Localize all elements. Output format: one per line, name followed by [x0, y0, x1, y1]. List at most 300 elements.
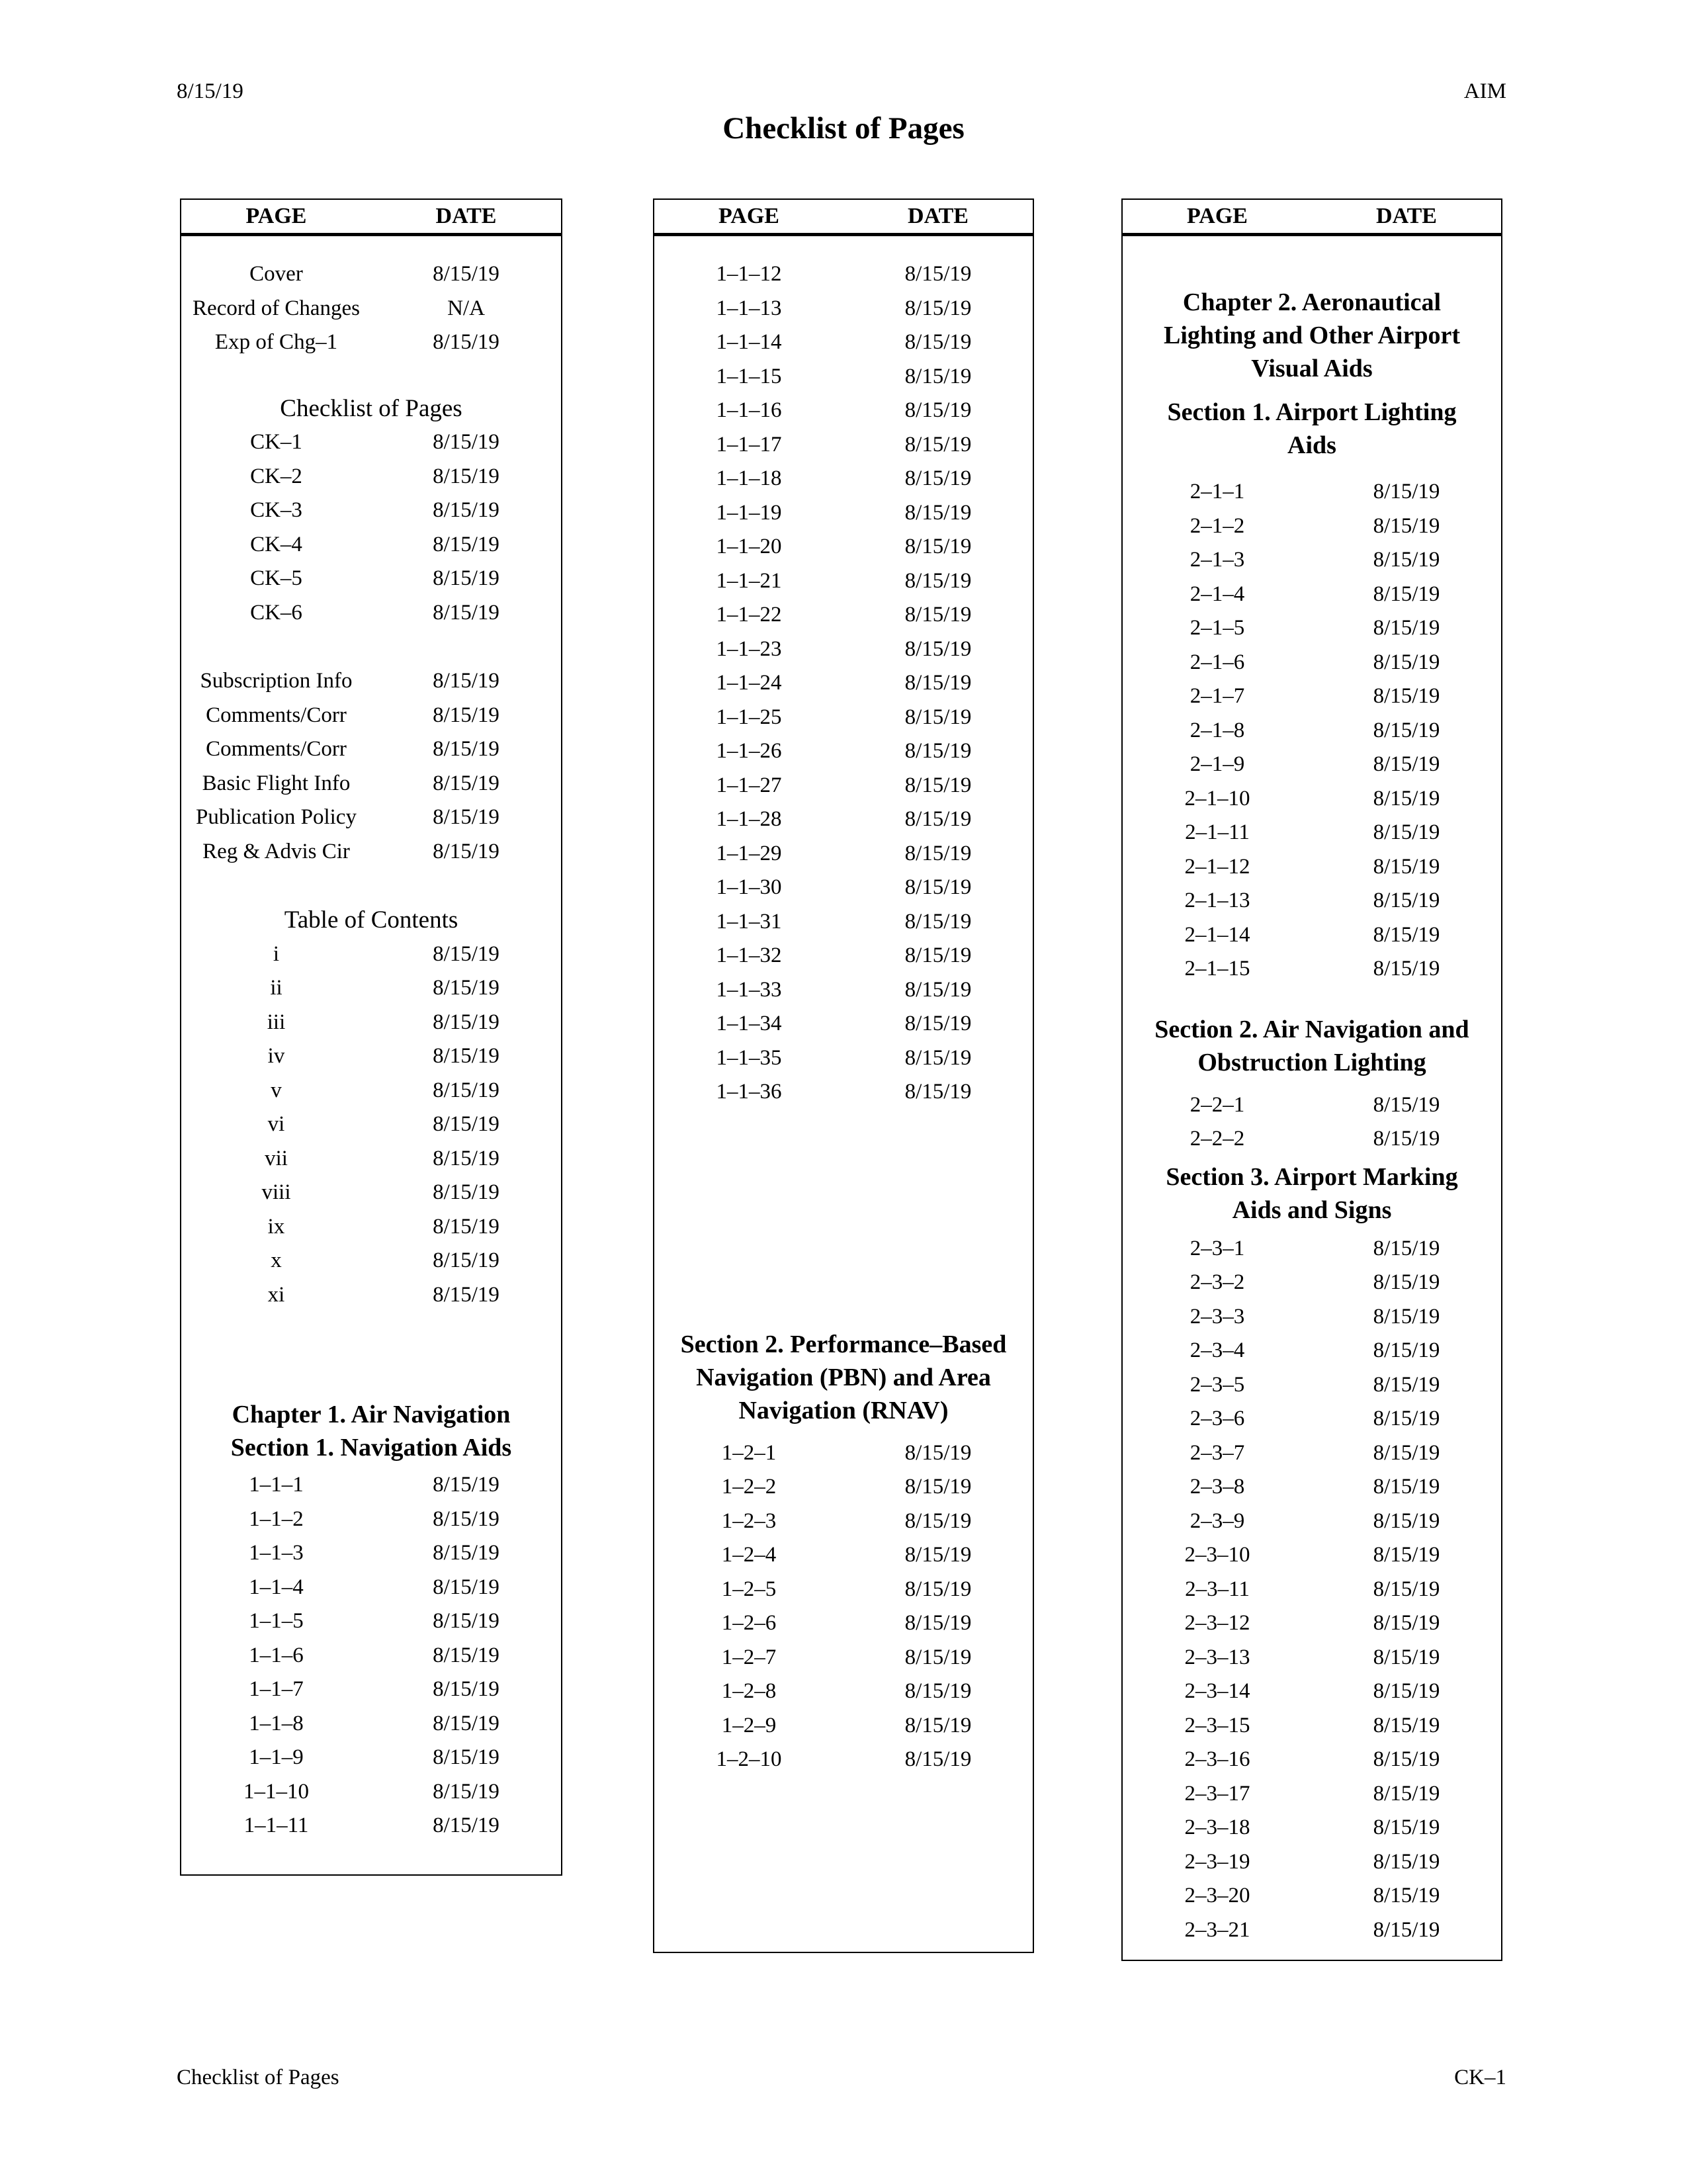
- checklist-row: [654, 1007, 1033, 1041]
- checklist-row: [181, 732, 561, 767]
- date-cell: 8/15/19: [1373, 1304, 1440, 1329]
- page-cell: 2–3–18: [1184, 1815, 1250, 1840]
- checklist-row: [1123, 918, 1501, 953]
- section-heading-line: Obstruction Lighting: [1197, 1048, 1426, 1076]
- date-cell: 8/15/19: [433, 1282, 499, 1307]
- checklist-row: [181, 1741, 561, 1775]
- page-cell: 1–2–5: [721, 1577, 777, 1601]
- checklist-row: [654, 496, 1033, 531]
- checklist-row: [181, 835, 561, 869]
- date-cell: 8/15/19: [1373, 1092, 1440, 1117]
- page-cell: 1–1–4: [249, 1575, 304, 1599]
- date-cell: 8/15/19: [433, 532, 499, 556]
- page-cell: i: [273, 941, 280, 966]
- page-cell: 1–1–7: [249, 1677, 304, 1702]
- page-footer: [177, 2064, 1506, 2091]
- date-cell: 8/15/19: [904, 296, 972, 320]
- page-cell: 2–2–1: [1190, 1092, 1245, 1117]
- checklist-row: [181, 767, 561, 801]
- page-cell: 2–1–5: [1190, 616, 1245, 640]
- checklist-row: [654, 326, 1033, 360]
- spacer: [654, 1110, 1033, 1328]
- checklist-row: [1123, 1505, 1501, 1539]
- checklist-row: [181, 1707, 561, 1741]
- checklist-row: [1123, 1232, 1501, 1266]
- checklist-row: [181, 460, 561, 494]
- page-cell: 1–2–8: [721, 1679, 777, 1704]
- checklist-row: [181, 1244, 561, 1278]
- page-cell: 1–1–29: [716, 841, 782, 865]
- date-cell: 8/15/19: [904, 1080, 972, 1104]
- page-cell: v: [271, 1078, 282, 1102]
- spacer: [181, 630, 561, 664]
- checklist-row: [654, 666, 1033, 701]
- date-cell: 8/15/19: [1373, 1372, 1440, 1397]
- checklist-row: [654, 973, 1033, 1008]
- date-cell: 8/15/19: [1373, 582, 1440, 606]
- date-cell: 8/15/19: [904, 841, 972, 865]
- section-heading-line: Lighting and Other Airport: [1164, 322, 1460, 349]
- section-heading-line: Chapter 1. Air Navigation: [232, 1401, 511, 1428]
- page-cell: ix: [267, 1214, 285, 1239]
- checklist-row: [181, 1210, 561, 1245]
- page-cell: 2–1–13: [1184, 889, 1250, 913]
- section-heading-line: Chapter 2. Aeronautical: [1182, 288, 1442, 316]
- checklist-row: [181, 1039, 561, 1074]
- date-cell: 8/15/19: [433, 703, 499, 727]
- section-heading-line: Navigation (RNAV): [738, 1396, 949, 1424]
- date-cell: 8/15/19: [1373, 786, 1440, 810]
- page-cell: 2–3–15: [1184, 1713, 1250, 1737]
- checklist-row: [1123, 1470, 1501, 1505]
- date-cell: 8/15/19: [904, 705, 972, 729]
- date-cell: 8/15/19: [1373, 1127, 1440, 1151]
- date-cell: 8/15/19: [433, 1180, 499, 1205]
- page-cell: 2–3–17: [1184, 1781, 1250, 1806]
- checklist-row: [654, 1709, 1033, 1743]
- checklist-row: [1123, 679, 1501, 714]
- date-cell: 8/15/19: [1373, 1884, 1440, 1908]
- date-cell: 8/15/19: [904, 909, 972, 934]
- page-cell: 1–1–18: [716, 466, 782, 491]
- checklist-row: [181, 1536, 561, 1571]
- page-cell: 1–1–22: [716, 603, 782, 627]
- checklist-row: [1123, 782, 1501, 816]
- checklist-row: [654, 633, 1033, 667]
- page-cell: 2–1–15: [1184, 957, 1250, 981]
- date-cell: 8/15/19: [1373, 752, 1440, 777]
- checklist-row: [654, 803, 1033, 837]
- section-heading: [181, 1398, 561, 1431]
- date-cell: 8/15/19: [433, 1575, 499, 1599]
- page-cell: iv: [267, 1044, 285, 1069]
- checklist-row: [654, 1606, 1033, 1641]
- page-cell: viii: [261, 1180, 291, 1205]
- checklist-row: [181, 971, 561, 1006]
- section-heading-line: Section 1. Navigation Aids: [230, 1434, 512, 1462]
- checklist-row: [1123, 1675, 1501, 1709]
- page-cell: 1–2–1: [721, 1440, 777, 1465]
- date-cell: 8/15/19: [904, 364, 972, 388]
- checklist-row: [1123, 1436, 1501, 1471]
- checklist-row: [1123, 475, 1501, 509]
- checklist-row: [181, 1673, 561, 1707]
- date-cell: 8/15/19: [433, 566, 499, 591]
- checklist-row: [1123, 1913, 1501, 1948]
- page-cell: 1–1–21: [716, 568, 782, 593]
- page-column-header: PAGE: [1187, 204, 1248, 228]
- checklist-row: [654, 530, 1033, 564]
- checklist-row: [1123, 1368, 1501, 1403]
- checklist-row: [1123, 1300, 1501, 1334]
- page-cell: 1–2–3: [721, 1508, 777, 1533]
- page-cell: Comments/Corr: [206, 703, 347, 727]
- section-heading: [1123, 286, 1501, 385]
- date-cell: 8/15/19: [433, 1507, 499, 1531]
- date-cell: 8/15/19: [904, 1645, 972, 1669]
- page-cell: 1–1–20: [716, 535, 782, 559]
- date-cell: 8/15/19: [433, 262, 499, 286]
- page-cell: 1–2–4: [721, 1543, 777, 1567]
- section-heading: [654, 1328, 1033, 1427]
- date-cell: 8/15/19: [433, 737, 499, 762]
- table-header: [654, 200, 1033, 233]
- date-cell: 8/15/19: [433, 1643, 499, 1667]
- checklist-row: [1123, 1606, 1501, 1641]
- page-cell: 2–3–1: [1190, 1236, 1245, 1260]
- page-cell: 1–1–34: [716, 1012, 782, 1036]
- checklist-row: [654, 1505, 1033, 1539]
- page-cell: vii: [265, 1146, 288, 1170]
- checklist-row: [1123, 952, 1501, 986]
- date-cell: 8/15/19: [904, 875, 972, 900]
- page-cell: 2–2–2: [1190, 1127, 1245, 1151]
- date-cell: 8/15/19: [1373, 854, 1440, 879]
- checklist-row: [1123, 850, 1501, 885]
- date-cell: 8/15/19: [433, 805, 499, 830]
- page-cell: 1–1–13: [716, 296, 782, 320]
- page-cell: Reg & Advis Cir: [202, 839, 350, 863]
- date-cell: 8/15/19: [904, 1475, 972, 1499]
- checklist-row: [181, 1074, 561, 1108]
- date-cell: 8/15/19: [904, 1543, 972, 1567]
- page-cell: 1–1–31: [716, 909, 782, 934]
- checklist-row: [1123, 1538, 1501, 1573]
- checklist-row: [654, 1075, 1033, 1110]
- date-cell: 8/15/19: [904, 943, 972, 968]
- page-cell: 2–1–11: [1185, 820, 1250, 845]
- page-cell: ii: [270, 976, 282, 1000]
- page-cell: 2–3–20: [1184, 1884, 1250, 1908]
- date-cell: 8/15/19: [904, 1713, 972, 1737]
- date-cell: 8/15/19: [1373, 718, 1440, 742]
- page-cell: 2–1–2: [1190, 513, 1245, 538]
- checklist-row: [654, 257, 1033, 292]
- checklist-row: [181, 1639, 561, 1673]
- checklist-row: [1123, 509, 1501, 544]
- checklist-column-1: [180, 198, 562, 1876]
- page-cell: 1–1–23: [716, 636, 782, 661]
- checklist-row: [181, 1503, 561, 1537]
- checklist-row: [1123, 1334, 1501, 1368]
- spacer: [1123, 385, 1501, 396]
- date-cell: 8/15/19: [1373, 1508, 1440, 1533]
- page-cell: 2–1–3: [1190, 548, 1245, 572]
- date-cell: 8/15/19: [433, 1711, 499, 1735]
- checklist-row: [181, 494, 561, 528]
- checklist-row: [1123, 1088, 1501, 1123]
- section-heading-line: Visual Aids: [1251, 355, 1373, 382]
- date-column-header: DATE: [435, 204, 497, 228]
- date-cell: N/A: [447, 296, 485, 320]
- date-cell: 8/15/19: [433, 1248, 499, 1273]
- spacer: [181, 236, 561, 257]
- checklist-row: [181, 257, 561, 292]
- checklist-row: [181, 664, 561, 699]
- checklist-row: [181, 562, 561, 596]
- page-cell: 2–3–7: [1190, 1440, 1245, 1465]
- checklist-row: [1123, 1402, 1501, 1436]
- checklist-row: [1123, 1573, 1501, 1607]
- checklist-row: [654, 1573, 1033, 1607]
- checklist-row: [654, 360, 1033, 394]
- checklist-row: [654, 1041, 1033, 1076]
- page-cell: 2–3–4: [1190, 1338, 1245, 1363]
- page-cell: 1–1–16: [716, 398, 782, 423]
- table-header: [1123, 200, 1501, 233]
- page-cell: 1–1–17: [716, 432, 782, 457]
- spacer: [1123, 1079, 1501, 1088]
- checklist-row: [181, 938, 561, 972]
- date-cell: 8/15/19: [1373, 650, 1440, 674]
- date-cell: 8/15/19: [1373, 1849, 1440, 1874]
- date-cell: 8/15/19: [433, 1541, 499, 1565]
- date-cell: 8/15/19: [904, 1508, 972, 1533]
- date-cell: 8/15/19: [904, 773, 972, 797]
- date-cell: 8/15/19: [433, 498, 499, 523]
- date-cell: 8/15/19: [1373, 480, 1440, 504]
- checklist-row: [181, 699, 561, 733]
- page-cell: 1–1–25: [716, 705, 782, 729]
- page-cell: 2–3–21: [1184, 1917, 1250, 1942]
- checklist-row: [181, 1809, 561, 1843]
- page-cell: 1–1–27: [716, 773, 782, 797]
- page-cell: vi: [267, 1112, 285, 1137]
- checklist-row: [181, 1142, 561, 1176]
- checklist-row: [1123, 1709, 1501, 1743]
- section-heading: [1123, 1013, 1501, 1079]
- page-cell: 2–3–13: [1184, 1645, 1250, 1669]
- spacer: [181, 1312, 561, 1398]
- checklist-row: [654, 292, 1033, 326]
- page-cell: 1–1–5: [249, 1609, 304, 1634]
- page-cell: CK–3: [250, 498, 302, 523]
- checklist-row: [181, 801, 561, 835]
- page-cell: 1–1–6: [249, 1643, 304, 1667]
- checklist-row: [654, 701, 1033, 735]
- page-cell: 1–2–6: [721, 1611, 777, 1636]
- page-cell: 2–1–9: [1190, 752, 1245, 777]
- page-cell: 1–2–9: [721, 1713, 777, 1737]
- date-cell: 8/15/19: [904, 1440, 972, 1465]
- page-cell: 1–1–32: [716, 943, 782, 968]
- date-cell: 8/15/19: [904, 739, 972, 764]
- checklist-row: [1123, 543, 1501, 578]
- page-cell: Exp of Chg–1: [214, 330, 338, 355]
- date-cell: 8/15/19: [433, 1609, 499, 1634]
- checklist-row: [654, 769, 1033, 803]
- page-cell: 1–1–12: [716, 262, 782, 286]
- spacer: [181, 869, 561, 903]
- date-cell: 8/15/19: [433, 1677, 499, 1702]
- column-content-2: [654, 236, 1033, 1777]
- page-cell: Subscription Info: [200, 669, 353, 693]
- checklist-row: [654, 394, 1033, 428]
- group-subheading: Checklist of Pages: [280, 394, 462, 422]
- section-heading: [181, 1431, 561, 1464]
- page-cell: 1–1–30: [716, 875, 782, 900]
- page-cell: 1–1–14: [716, 330, 782, 355]
- date-cell: 8/15/19: [1373, 1475, 1440, 1499]
- date-cell: 8/15/19: [433, 1078, 499, 1102]
- date-cell: 8/15/19: [1373, 922, 1440, 947]
- date-cell: 8/15/19: [1373, 1917, 1440, 1942]
- date-cell: 8/15/19: [433, 464, 499, 488]
- page-cell: 1–2–10: [716, 1747, 782, 1772]
- checklist-row: [181, 1604, 561, 1639]
- checklist-row: [1123, 578, 1501, 612]
- footer-page-number: CK–1: [1454, 2066, 1506, 2089]
- page-cell: 2–3–10: [1184, 1543, 1250, 1567]
- checklist-row: [181, 1006, 561, 1040]
- checklist-row: [181, 425, 561, 460]
- page-cell: x: [271, 1248, 282, 1273]
- checklist-row: [654, 598, 1033, 633]
- page-cell: 1–1–1: [249, 1473, 304, 1497]
- page-cell: 2–1–14: [1184, 922, 1250, 947]
- checklist-row: [654, 939, 1033, 973]
- date-cell: 8/15/19: [433, 1044, 499, 1069]
- checklist-row: [1123, 884, 1501, 918]
- page-cell: Basic Flight Info: [202, 771, 351, 795]
- column-content-1: [181, 236, 561, 1843]
- section-heading-line: Aids and Signs: [1232, 1196, 1392, 1224]
- date-cell: 8/15/19: [1373, 1236, 1440, 1260]
- date-cell: 8/15/19: [1373, 1679, 1440, 1704]
- date-cell: 8/15/19: [904, 500, 972, 525]
- page-cell: Cover: [249, 262, 303, 286]
- date-cell: 8/15/19: [1373, 1815, 1440, 1840]
- page-cell: 2–3–6: [1190, 1407, 1245, 1431]
- checklist-row: [1123, 1777, 1501, 1812]
- checklist-row: [181, 596, 561, 631]
- page-cell: 2–1–10: [1184, 786, 1250, 810]
- date-cell: 8/15/19: [1373, 1713, 1440, 1737]
- date-cell: 8/15/19: [1373, 820, 1440, 845]
- checklist-row: [654, 564, 1033, 599]
- date-cell: 8/15/19: [904, 1611, 972, 1636]
- checklist-row: [1123, 1266, 1501, 1300]
- page-cell: 1–1–10: [243, 1779, 309, 1804]
- spacer: [181, 360, 561, 392]
- page-cell: 2–3–16: [1184, 1747, 1250, 1772]
- page-cell: CK–5: [250, 566, 302, 591]
- date-cell: 8/15/19: [1373, 1440, 1440, 1465]
- date-cell: 8/15/19: [433, 941, 499, 966]
- page-cell: 1–1–33: [716, 977, 782, 1002]
- date-cell: 8/15/19: [904, 262, 972, 286]
- date-cell: 8/15/19: [1373, 1645, 1440, 1669]
- page-cell: 1–2–7: [721, 1645, 777, 1669]
- section-heading-line: Aids: [1287, 431, 1336, 459]
- checklist-row: [1123, 1879, 1501, 1913]
- date-cell: 8/15/19: [904, 1012, 972, 1036]
- date-cell: 8/15/19: [433, 1813, 499, 1838]
- date-cell: 8/15/19: [433, 600, 499, 625]
- page-cell: 1–1–15: [716, 364, 782, 388]
- section-heading-line: Section 3. Airport Marking: [1166, 1162, 1458, 1191]
- page-cell: Record of Changes: [193, 296, 360, 320]
- checklist-row: [181, 528, 561, 562]
- page-cell: 1–1–9: [249, 1745, 304, 1770]
- date-cell: 8/15/19: [433, 976, 499, 1000]
- page-cell: Comments/Corr: [206, 737, 347, 762]
- page-cell: 2–3–2: [1190, 1270, 1245, 1295]
- date-cell: 8/15/19: [433, 1473, 499, 1497]
- date-cell: 8/15/19: [433, 1112, 499, 1137]
- page-cell: 2–3–14: [1184, 1679, 1250, 1704]
- page-cell: 2–1–1: [1190, 480, 1245, 504]
- checklist-row: [1123, 1845, 1501, 1880]
- checklist-row: [654, 1538, 1033, 1573]
- header-date: 8/15/19: [177, 79, 243, 103]
- checklist-row: [1123, 1743, 1501, 1777]
- date-cell: 8/15/19: [433, 1010, 499, 1034]
- date-cell: 8/15/19: [433, 839, 499, 863]
- date-column-header: DATE: [1376, 204, 1437, 228]
- checklist-row: [1123, 1641, 1501, 1675]
- checklist-row: [654, 837, 1033, 871]
- date-cell: 8/15/19: [1373, 1577, 1440, 1601]
- section-heading-line: Navigation (PBN) and Area: [696, 1363, 991, 1391]
- page-cell: iii: [267, 1010, 286, 1034]
- page-cell: CK–1: [250, 430, 302, 455]
- checklist-row: [654, 734, 1033, 769]
- date-cell: 8/15/19: [1373, 1611, 1440, 1636]
- date-cell: 8/15/19: [433, 771, 499, 795]
- page-cell: xi: [267, 1282, 285, 1307]
- date-cell: 8/15/19: [904, 636, 972, 661]
- checklist-row: [654, 1675, 1033, 1709]
- date-cell: 8/15/19: [904, 1045, 972, 1070]
- checklist-row: [181, 292, 561, 326]
- checklist-row: [1123, 714, 1501, 748]
- page-cell: 2–3–9: [1190, 1508, 1245, 1533]
- checklist-row: [1123, 816, 1501, 850]
- date-cell: 8/15/19: [433, 330, 499, 355]
- checklist-row: [181, 326, 561, 360]
- page-cell: 1–1–35: [716, 1045, 782, 1070]
- page-cell: CK–6: [250, 600, 302, 625]
- section-heading-line: Section 2. Air Navigation and: [1154, 1015, 1469, 1043]
- page-cell: 1–1–36: [716, 1080, 782, 1104]
- date-cell: 8/15/19: [1373, 1781, 1440, 1806]
- page-cell: 1–1–3: [249, 1541, 304, 1565]
- page-cell: 1–1–19: [716, 500, 782, 525]
- page-cell: 2–3–19: [1184, 1849, 1250, 1874]
- page-cell: 2–1–6: [1190, 650, 1245, 674]
- date-cell: 8/15/19: [904, 398, 972, 423]
